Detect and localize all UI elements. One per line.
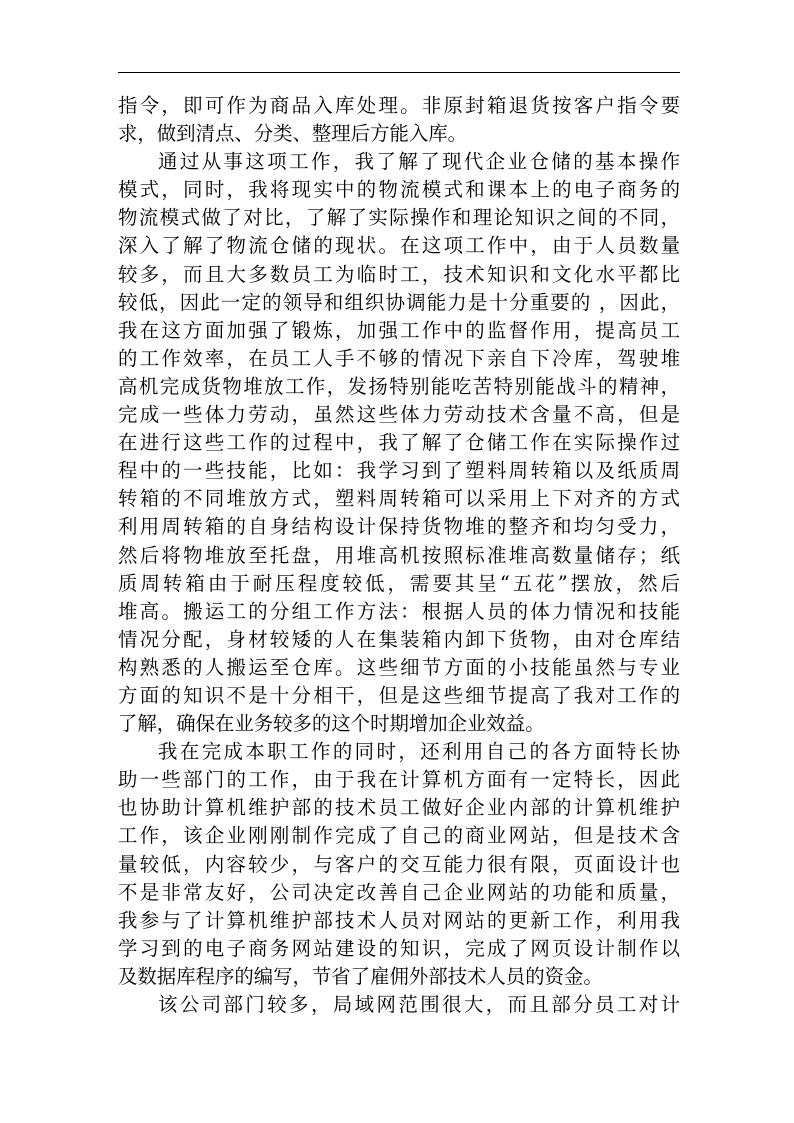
paragraph-4 <box>118 991 680 1019</box>
text-line: 在进行这些工作的过程中，我了解了仓储工作在实际操作过 <box>118 431 680 455</box>
text-line: 也协助计算机维护部的技术员工做好企业内部的计算机维护 <box>118 796 680 820</box>
text-line: 量较低，内容较少，与客户的交互能力很有限，页面设计也 <box>118 852 680 876</box>
text-line: 高机完成货物堆放工作，发扬特别能吃苦特别能战斗的精神， <box>118 374 680 398</box>
text-line: 我在完成本职工作的同时，还利用自己的各方面特长协 <box>158 740 680 764</box>
text-line: 物流模式做了对比，了解了实际操作和理论知识之间的不同， <box>118 206 680 230</box>
text-line: 工作，该企业刚刚制作完成了自己的商业网站，但是技术含 <box>118 824 680 848</box>
text-line: 模式，同时，我将现实中的物流模式和课本上的电子商务的 <box>118 178 680 202</box>
header-rule <box>118 72 680 73</box>
text-line: 较低，因此一定的领导和组织协调能力是十分重要的 ，因此， <box>118 290 680 314</box>
text-line: 的工作效率，在员工人手不够的情况下亲自下冷库，驾驶堆 <box>118 346 680 370</box>
text-line: 了解，确保在业务较多的这个时期增加企业效益。 <box>118 712 545 736</box>
text-line: 该公司部门较多，局域网范围很大，而且部分员工对计 <box>158 993 680 1016</box>
document-body <box>118 92 680 1019</box>
text-line: 质周转箱由于耐压程度较低，需要其呈“五花”摆放，然后 <box>118 571 680 595</box>
paragraph-2 <box>118 148 680 738</box>
text-line: 深入了解了物流仓储的现状。在这项工作中，由于人员数量 <box>118 234 680 258</box>
text-line: 完成一些体力劳动，虽然这些体力劳动技术含量不高，但是 <box>118 403 680 427</box>
text-line: 较多，而且大多数员工为临时工，技术知识和文化水平都比 <box>118 262 680 286</box>
text-line: 情况分配，身材较矮的人在集装箱内卸下货物，由对仓库结 <box>118 627 680 651</box>
text-line: 堆高。搬运工的分组工作方法：根据人员的体力情况和技能 <box>118 599 680 623</box>
text-line: 通过从事这项工作，我了解了现代企业仓储的基本操作 <box>158 150 680 174</box>
text-line: 转箱的不同堆放方式，塑料周转箱可以采用上下对齐的方式 <box>118 487 680 511</box>
text-line: 学习到的电子商务网站建设的知识，完成了网页设计制作以 <box>118 936 680 960</box>
paragraph-1 <box>118 92 680 148</box>
text-line: 我参与了计算机维护部技术人员对网站的更新工作，利用我 <box>118 908 680 932</box>
paragraph-3 <box>118 738 680 991</box>
text-line: 然后将物堆放至托盘，用堆高机按照标准堆高数量储存；纸 <box>118 543 680 567</box>
text-line: 及数据库程序的编写，节省了雇佣外部技术人员的资金。 <box>118 964 603 988</box>
text-line: 求，做到清点、分类、整理后方能入库。 <box>118 122 468 146</box>
text-line: 利用周转箱的自身结构设计保持货物堆的整齐和均匀受力， <box>118 515 680 539</box>
text-line: 构熟悉的人搬运至仓库。这些细节方面的小技能虽然与专业 <box>118 655 680 679</box>
text-line: 不是非常友好，公司决定改善自己企业网站的功能和质量， <box>118 880 680 904</box>
text-line: 指令，即可作为商品入库处理。非原封箱退货按客户指令要 <box>118 94 680 117</box>
text-line: 程中的一些技能，比如：我学习到了塑料周转箱以及纸质周 <box>118 459 680 483</box>
text-line: 我在这方面加强了锻炼，加强工作中的监督作用，提高员工 <box>118 318 680 342</box>
text-line: 方面的知识不是十分相干，但是这些细节提高了我对工作的 <box>118 683 680 707</box>
text-line: 助一些部门的工作，由于我在计算机方面有一定特长，因此 <box>118 768 680 792</box>
